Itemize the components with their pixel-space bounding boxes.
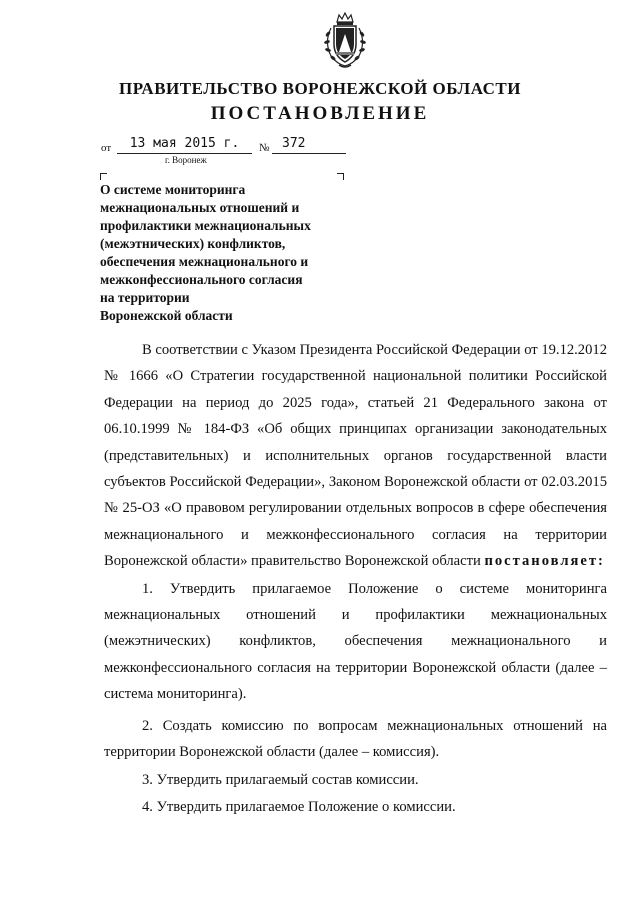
- document-body: [104, 337, 607, 820]
- item-paragraph: 3. Утвердить прилагаемый состав комиссии.: [142, 771, 419, 788]
- subject-line: (межэтнических) конфликтов,: [100, 236, 286, 251]
- subject-line: Воронежской области: [100, 308, 233, 323]
- government-name: ПРАВИТЕЛЬСТВО ВОРОНЕЖСКОЙ ОБЛАСТИ: [118, 79, 521, 98]
- coat-of-arms-icon: [319, 12, 371, 70]
- subject-line: на территории: [100, 290, 190, 305]
- item-paragraph: 4. Утвердить прилагаемое Положение о комиссии.: [142, 798, 456, 815]
- subject-line: межконфессионального согласия: [100, 272, 303, 287]
- preamble-paragraph: [104, 337, 607, 575]
- subject-line: профилактики межнациональных: [100, 218, 311, 233]
- from-label: от: [101, 142, 112, 154]
- item-paragraph: 1. Утвердить прилагаемое Положение о системе мониторинга межнациональных отношений и профилактики межнациональных (межэтнических) конфликтов, обеспечения межнационального и межконфессионального согласия на территории Воронежской области (далее – система мониторинга).: [104, 580, 607, 703]
- date-number-line: [0, 136, 640, 166]
- city-label: г. Воронеж: [165, 155, 207, 165]
- document-date: 13 мая 2015 г.: [117, 136, 252, 154]
- document-number: 372: [272, 136, 346, 154]
- subject-line: обеспечения межнационального и: [100, 254, 309, 269]
- resolves-keyword: постановляет:: [484, 553, 605, 570]
- document-subject: [100, 181, 350, 325]
- subject-bracket-right: [337, 173, 344, 180]
- subject-bracket-left: [100, 173, 107, 180]
- document-type-title: ПОСТАНОВЛЕНИЕ: [210, 103, 430, 124]
- item-paragraph: 2. Создать комиссию по вопросам межнациональных отношений на территории Воронежской области (далее – комиссия).: [104, 717, 607, 761]
- subject-line: межнациональных отношений и: [100, 200, 300, 215]
- subject-line: О системе мониторинга: [100, 182, 246, 197]
- number-label: №: [259, 142, 270, 154]
- preamble-text: В соответствии с Указом Президента Российской Федерации от 19.12.2012 № 1666 «О Стратегии государственной национальной политики Российской Федерации на период до 2025 года», статьей 21 Федерального закона от 06.10.1999 № 184-ФЗ «Об общих принципах организации законодательных (представительных) и исполнительных органов государственной власти субъектов Российской Федерации», Законом Воронежской области от 02.03.2015 № 25-ОЗ «О правовом регулировании отдельных вопросов в сфере обеспечения межнационального и межконфессионального согласия на территории Воронежской области» правительство Воронежской области: [104, 342, 607, 570]
